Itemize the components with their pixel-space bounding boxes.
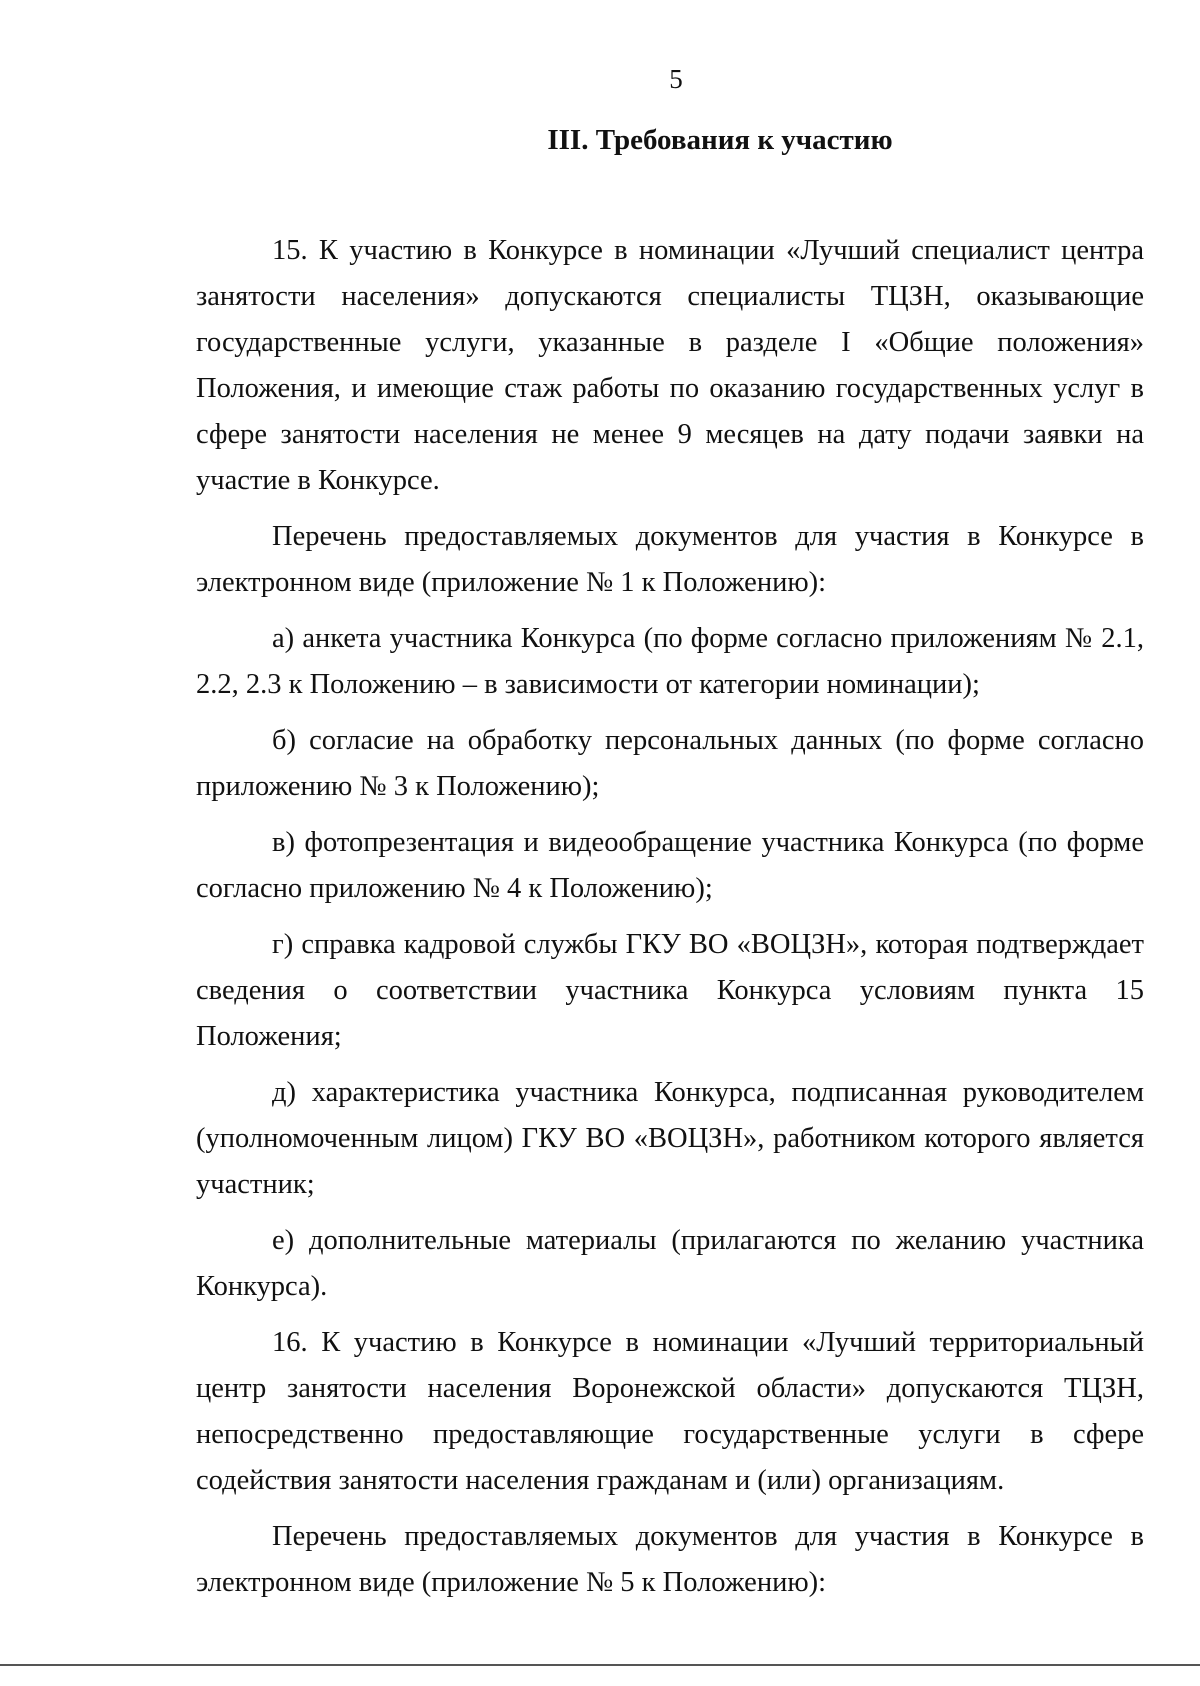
documents-list-intro: Перечень предоставляемых документов для участия в Конкурсе в электронном виде (приложение № 1 к Положению): <box>196 521 1144 598</box>
list-item-g: г) справка кадровой службы ГКУ ВО «ВОЦЗН», которая подтверждает сведения о соответствии участника Конкурса условиям пункта 15 Положения; <box>196 929 1144 1052</box>
list-item-e: е) дополнительные материалы (прилагаются по желанию участника Конкурса). <box>196 1225 1144 1302</box>
list-item-a: а) анкета участника Конкурса (по форме согласно приложениям № 2.1, 2.2, 2.3 к Положению – в зависимости от категории номинации); <box>196 623 1144 700</box>
paragraph-16: 16. К участию в Конкурсе в номинации «Лучший территориальный центр занятости населения Воронежской области» допускаются ТЦЗН, непосредственно предоставляющие государственные услуги в сфере содействия занятости населения гражданам и (или) организациям. <box>196 1327 1144 1496</box>
list-item-d: д) характеристика участника Конкурса, подписанная руководителем (уполномоченным лицом) ГКУ ВО «ВОЦЗН», работником которого является участник; <box>196 1077 1144 1200</box>
list-item-b: б) согласие на обработку персональных данных (по форме согласно приложению № 3 к Положению); <box>196 725 1144 802</box>
page-number: 5 <box>669 64 683 94</box>
document-body <box>196 228 1144 1616</box>
section-heading: III. Требования к участию <box>547 124 893 156</box>
paragraph-15: 15. К участию в Конкурсе в номинации «Лучший специалист центра занятости населения» допускаются специалисты ТЦЗН, оказывающие государственные услуги, указанные в разделе I «Общие положения» Положения, и имеющие стаж работы по оказанию государственных услуг в сфере занятости населения не менее 9 месяцев на дату подачи заявки на участие в Конкурсе. <box>196 235 1144 496</box>
scan-bottom-edge <box>0 1664 1200 1666</box>
documents-list-intro-2: Перечень предоставляемых документов для участия в Конкурсе в электронном виде (приложение № 5 к Положению): <box>196 1521 1144 1598</box>
list-item-v: в) фотопрезентация и видеообращение участника Конкурса (по форме согласно приложению № 4 к Положению); <box>196 827 1144 904</box>
